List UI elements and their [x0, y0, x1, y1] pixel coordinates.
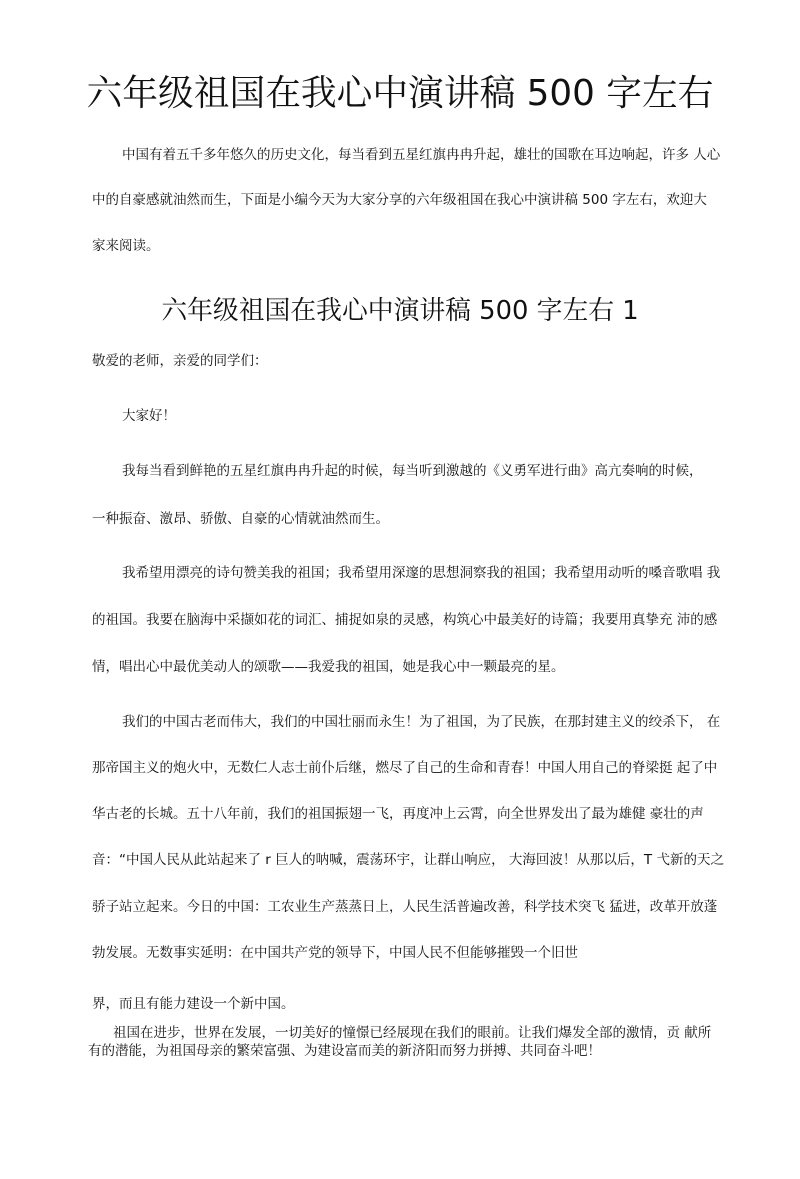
document-title: 六年级祖国在我心中演讲稿 500 字左右: [86, 73, 714, 114]
para2-line-3: 情，唱出心中最优美动人的颂歌——我爱我的祖国，她是我心中一颗最亮的星。: [92, 659, 565, 675]
section-title: 六年级祖国在我心中演讲稿 500 字左右 1: [161, 296, 639, 326]
para3-line-6: 勃发展。无数事实延明：在中国共产党的领导下，中国人民不但能够摧毁一个旧世: [92, 945, 578, 961]
para4-line-1: 祖国在进步，世界在发展，一切美好的憧憬已经展现在我们的眼前。让我们爆发全部的激情，贡 献所: [113, 1025, 712, 1041]
para3-line-1: 我们的中国古老而伟大，我们的中国壮丽而永生！为了祖国，为了民族，在那封建主义的绞杀下， 在: [122, 714, 721, 730]
intro-line-1: 中国有着五千多年悠久的历史文化，每当看到五星红旗冉冉升起，雄壮的国歌在耳边响起，许多 人心: [122, 147, 721, 163]
para3-line-2: 那帝国主义的炮火中，无数仁人志士前仆后继，燃尽了自己的生命和青春！中国人用自己的脊梁挺 起了中: [92, 760, 718, 776]
intro-line-3: 家来阅读。: [92, 238, 160, 254]
para1-line-2: 一种振奋、激昂、骄傲、自豪的心情就油然而生。: [92, 511, 389, 527]
greeting: 大家好！: [122, 408, 176, 424]
para3-line-7: 界，而且有能力建设一个新中国。: [92, 996, 295, 1012]
para3-line-4: 音：“中国人民从此站起来了 r 巨人的呐喊，震荡环宇，让群山响应， 大海回波！从那以后，T 弋新的天之: [92, 852, 724, 868]
para4-line-2: 有的潜能，为祖国母亲的繁荣富强、为建设富而美的新济阳而努力拼搏、共同奋斗吧！: [88, 1043, 601, 1059]
para3-line-3: 华古老的长城。五十八年前，我们的祖国振翅一飞，再度冲上云霄，向全世界发出了最为雄健 豪壮的声: [92, 806, 704, 822]
para2-line-1: 我希望用漂亮的诗句赞美我的祖国；我希望用深邃的思想洞察我的祖国；我希望用动听的嗓音歌唱 我: [122, 565, 721, 581]
intro-line-2: 中的自豪感就油然而生，下面是小编今天为大家分享的六年级祖国在我心中演讲稿 500 字左右，欢迎大: [92, 192, 707, 208]
salutation: 敬爱的老师，亲爱的同学们：: [92, 353, 268, 369]
para3-line-5: 骄子站立起来。今日的中国：工农业生产蒸蒸日上，人民生活普遍改善，科学技术突飞 猛进，改革开放蓬: [92, 899, 718, 915]
para2-line-2: 的祖国。我要在脑海中采撷如花的词汇、捕捉如泉的灵感，构筑心中最美好的诗篇；我要用真挚充 沛的感: [92, 612, 718, 628]
para1-line-1: 我每当看到鲜艳的五星红旗冉冉升起的时候，每当听到激越的《义勇军进行曲》高亢奏响的时候，: [122, 463, 703, 479]
